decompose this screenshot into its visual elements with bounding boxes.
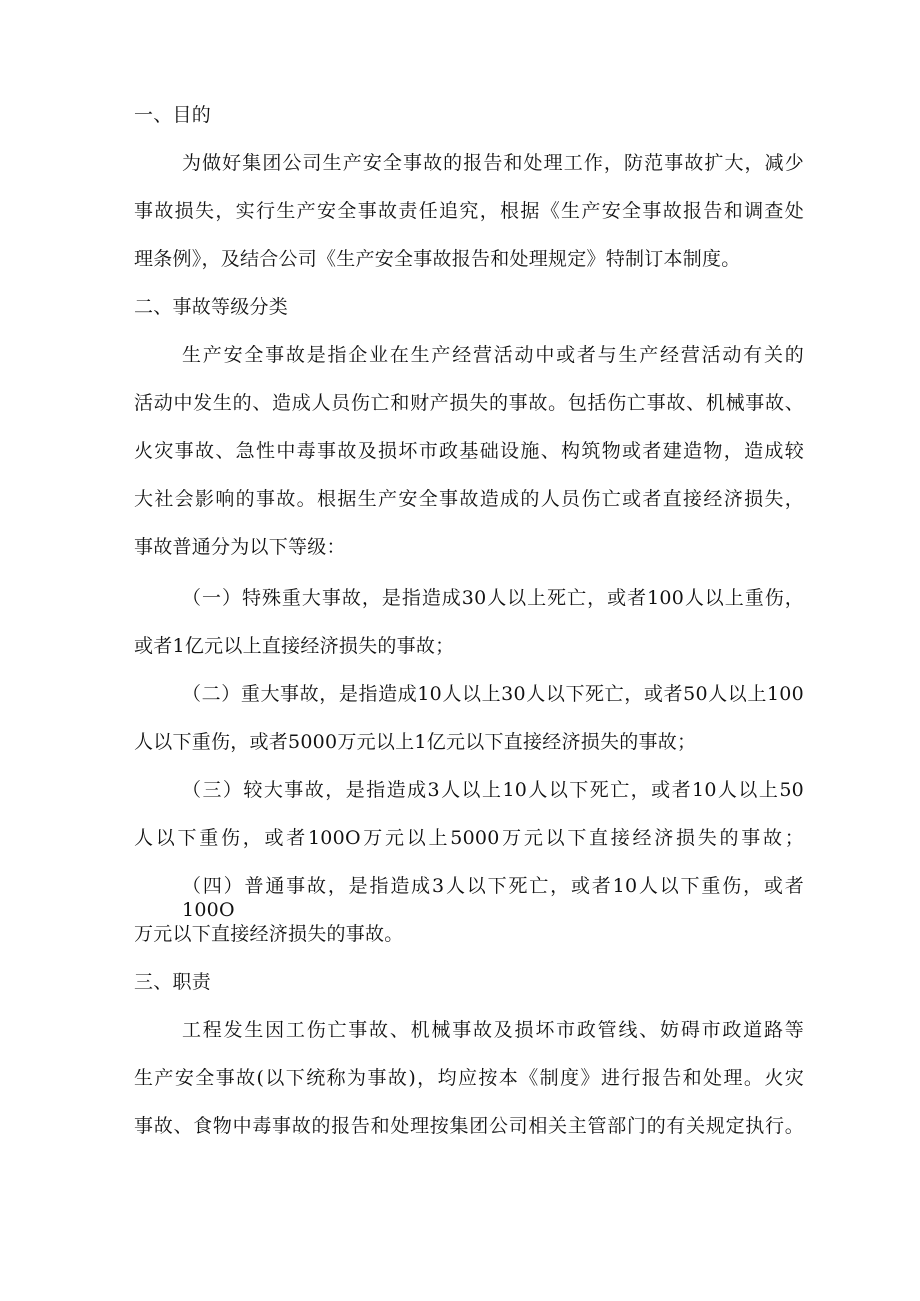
paragraph-line: （四）普通事故，是指造成3人以下死亡，或者10人以下重伤，或者100O <box>182 875 804 921</box>
paragraph-line: 或者1亿元以上直接经济损失的事故； <box>134 635 455 657</box>
paragraph-line: 人以下重伤，或者5000万元以上1亿元以下直接经济损失的事故； <box>134 731 697 753</box>
paragraph-line: 火灾事故、急性中毒事故及损坏市政基础设施、构筑物或者建造物，造成较 <box>134 440 804 462</box>
paragraph-line: （一）特殊重大事故，是指造成30人以上死亡，或者100人以上重伤， <box>182 587 804 609</box>
paragraph-line: 事故普通分为以下等级： <box>134 536 346 558</box>
paragraph-line: 生产安全事故是指企业在生产经营活动中或者与生产经营活动有关的 <box>182 344 804 366</box>
paragraph-line: （二）重大事故，是指造成10人以上30人以下死亡，或者50人以上100 <box>182 683 804 705</box>
paragraph-line: 事故损失，实行生产安全事故责任追究，根据《生产安全事故报告和调查处 <box>134 200 804 222</box>
paragraph-line: 人以下重伤，或者100O万元以上5000万元以下直接经济损失的事故； <box>134 827 804 849</box>
section-heading: 一、目的 <box>134 104 212 126</box>
paragraph-line: 大社会影响的事故。根据生产安全事故造成的人员伤亡或者直接经济损失， <box>134 488 804 510</box>
paragraph-line: 万元以下直接经济损失的事故。 <box>134 923 404 945</box>
paragraph-line: 生产安全事故(以下统称为事故)，均应按本《制度》进行报告和处理。火灾 <box>134 1067 804 1089</box>
paragraph-line: 活动中发生的、造成人员伤亡和财产损失的事故。包括伤亡事故、机械事故、 <box>134 392 804 414</box>
paragraph-line: 工程发生因工伤亡事故、机械事故及损坏市政管线、妨碍市政道路等 <box>182 1019 804 1041</box>
section-heading: 三、职责 <box>134 971 212 993</box>
paragraph-line: 理条例》，及结合公司《生产安全事故报告和处理规定》特制订本制度。 <box>134 248 741 270</box>
paragraph-line: 事故、食物中毒事故的报告和处理按集团公司相关主管部门的有关规定执行。 <box>134 1115 804 1137</box>
paragraph-line: （三）较大事故，是指造成3人以上10人以下死亡，或者10人以上50 <box>182 779 804 801</box>
section-heading: 二、事故等级分类 <box>134 296 289 318</box>
paragraph-line: 为做好集团公司生产安全事故的报告和处理工作，防范事故扩大，减少 <box>182 152 804 174</box>
